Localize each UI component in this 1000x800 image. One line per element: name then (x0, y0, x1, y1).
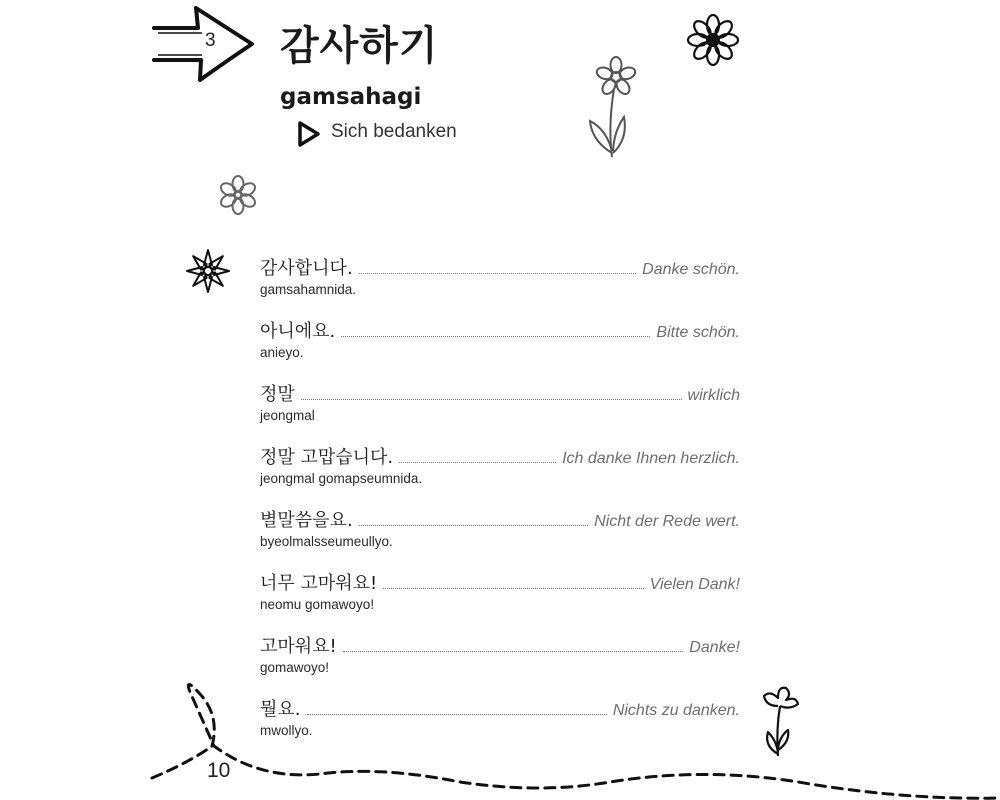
dotted-leader (307, 713, 607, 715)
dotted-leader (343, 650, 684, 652)
german-translation: Bitte schön. (656, 324, 740, 341)
dotted-leader (301, 398, 682, 400)
list-item (260, 506, 740, 549)
romanization: neomu gomawoyo! (260, 597, 375, 612)
page-number: 10 (207, 759, 231, 782)
german-translation: Nicht der Rede wert. (594, 513, 740, 530)
flower-icon (216, 171, 260, 219)
chapter-number: 3 (205, 30, 216, 51)
romanization: jeongmal gomapseumnida. (260, 471, 423, 486)
page-title: 감사하기 (280, 23, 439, 69)
romanization: anieyo. (260, 345, 304, 360)
dotted-leader (399, 461, 556, 463)
dotted-leader (359, 524, 588, 526)
dotted-leader (341, 335, 650, 337)
list-item (260, 317, 740, 360)
flower-icon (686, 13, 740, 67)
romanization: gomawoyo! (260, 660, 330, 675)
list-item (260, 695, 740, 738)
romanization: gamsahamnida. (260, 282, 357, 297)
german-translation: Ich danke Ihnen herzlich. (562, 450, 740, 467)
romanization: mwollyo. (260, 723, 313, 738)
german-translation: wirklich (687, 387, 740, 404)
korean-phrase: 아니에요. (260, 321, 336, 342)
german-translation: Danke! (689, 639, 740, 656)
list-item (260, 632, 740, 675)
german-translation: Vielen Dank! (649, 576, 740, 593)
korean-phrase: 감사합니다. (260, 258, 353, 279)
korean-phrase: 뭘요. (260, 699, 301, 720)
list-item (260, 443, 740, 486)
romanized-title: gamsahagi (280, 84, 422, 110)
list-item (260, 380, 740, 423)
german-translation: Nichts zu danken. (612, 702, 740, 719)
korean-phrase: 별말씀을요. (260, 510, 353, 531)
korean-phrase: 고마워요! (260, 636, 337, 657)
stem-flower-icon (584, 55, 644, 161)
romanization: byeolmalsseumeullyo. (260, 534, 393, 549)
dotted-leader (359, 272, 636, 274)
play-icon[interactable] (296, 120, 322, 148)
korean-phrase: 정말 고맙습니다. (260, 447, 394, 468)
star-flower-icon (184, 247, 232, 295)
dotted-leader (383, 587, 643, 589)
korean-phrase: 너무 고마워요! (260, 573, 378, 594)
list-item (260, 569, 740, 612)
list-item (260, 254, 740, 297)
german-translation: Danke schön. (642, 261, 740, 278)
korean-phrase: 정말 (260, 384, 295, 405)
subtitle: Sich bedanken (331, 121, 457, 142)
romanization: jeongmal (260, 408, 315, 423)
